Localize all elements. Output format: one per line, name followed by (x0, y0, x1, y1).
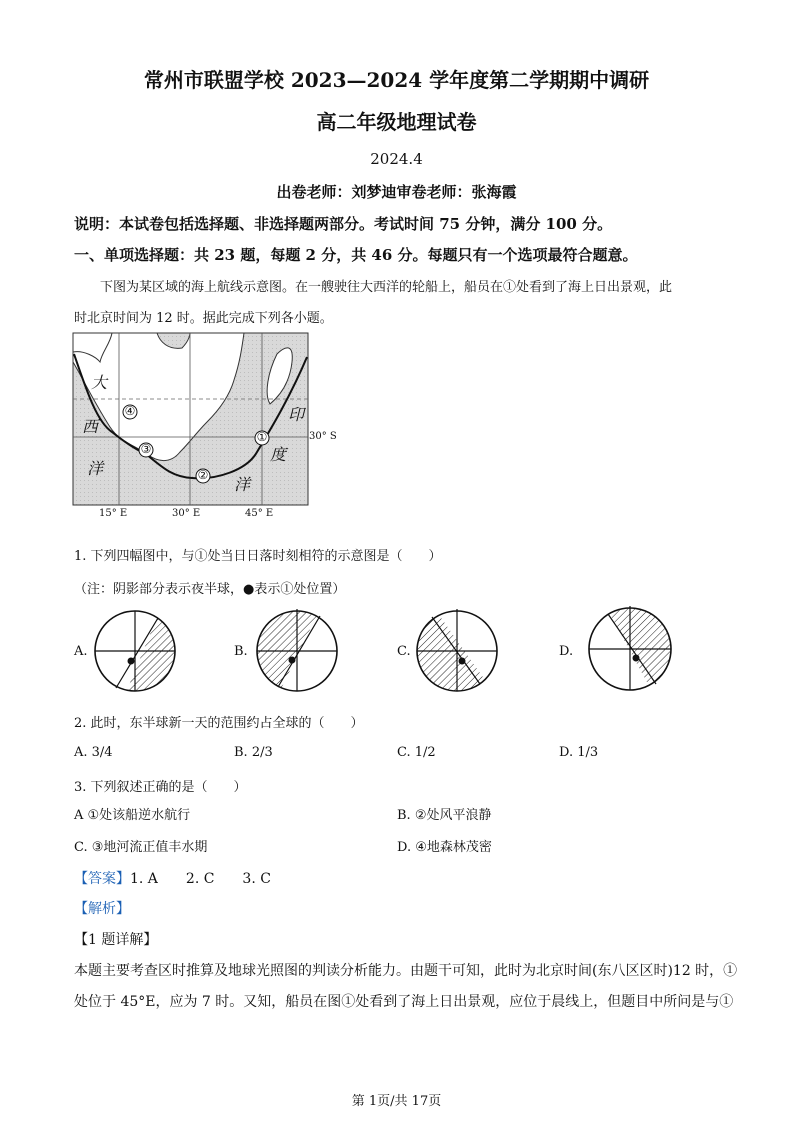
diagram-a (95, 610, 180, 695)
intro-text-cont: 时北京时间为 12 时。据此完成下列各小题。 (74, 311, 333, 326)
q3-stem: 3. 下列叙述正确的是（ ） (74, 780, 247, 795)
q3-option-a: A ①处该船逆水航行 (74, 808, 191, 823)
lon-label-15: 15° E (99, 508, 128, 519)
q3-option-d: D. ④地森林茂密 (397, 840, 492, 855)
exam-title-line1: 常州市联盟学校 2023—2024 学年度第二学期期中调研 (143, 68, 650, 92)
answer-text: 1. A 2. C 3. C (130, 871, 271, 887)
intro-text: 下图为某区域的海上航线示意图。在一艘驶往大西洋的轮船上，船员在①处看到了海上日出景观，此 (100, 280, 673, 295)
page-footer: 第 1页/共 17页 (351, 1094, 442, 1109)
q1-option-d-label: D. (559, 644, 574, 659)
answer-block (74, 868, 271, 888)
point-2-label: ② (197, 468, 209, 482)
q1-option-a-label: A. (74, 644, 88, 659)
diagram-c (417, 605, 497, 697)
lat-label: 30° S (309, 431, 337, 442)
detail-text-2: 处位于 45°E，应为 7 时。又知，船员在图①处看到了海上日出景观，应位于晨线上，但题目中所问是与① (74, 994, 734, 1010)
section-title: 一、单项选择题：共 23 题，每题 2 分，共 46 分。每题只有一个选项最符合题意。 (74, 246, 638, 264)
q1-option-b-label: B. (234, 644, 248, 659)
indian-label-1: 印 (288, 405, 305, 424)
q2-option-b: B. 2/3 (234, 745, 273, 760)
indian-label-2: 度 (270, 445, 287, 464)
detail-label: 【1 题详解】 (74, 932, 158, 948)
q3-option-b: B. ②处风平浪静 (397, 808, 492, 823)
lon-label-30: 30° E (172, 508, 201, 519)
point-1-label: ① (256, 430, 268, 444)
q3-option-c: C. ③地河流正值丰水期 (74, 840, 208, 855)
exam-teachers: 出卷老师：刘梦迪审卷老师：张海霞 (276, 183, 517, 201)
analysis-label: 【解析】 (74, 901, 130, 917)
point-4-label: ④ (124, 404, 136, 418)
indian-label-3: 洋 (234, 475, 251, 494)
point-3-label: ③ (140, 442, 152, 456)
q2-option-d: D. 1/3 (559, 745, 599, 760)
q1-note: （注：阴影部分表示夜半球，●表示①处位置） (74, 582, 346, 597)
atlantic-label-2: 西 (82, 417, 99, 436)
route-map (72, 332, 342, 522)
atlantic-label-3: 洋 (87, 459, 104, 478)
instructions: 说明：本试卷包括选择题、非选择题两部分。考试时间 75 分钟，满分 100 分。 (74, 215, 613, 233)
atlantic-label-1: 大 (91, 373, 108, 392)
answer-label: 【答案】 (74, 871, 130, 887)
detail-text-1: 本题主要考查区时推算及地球光照图的判读分析能力。由题干可知，此时为北京时间(东八区区时)12 时，① (74, 963, 738, 979)
exam-title-line2: 高二年级地理试卷 (316, 110, 477, 134)
q2-option-a: A. 3/4 (74, 745, 113, 760)
q1-option-c-label: C. (397, 644, 411, 659)
diagram-b (257, 605, 337, 697)
q2-option-c: C. 1/2 (397, 745, 436, 760)
diagram-d (589, 605, 671, 697)
exam-date: 2024.4 (370, 150, 423, 168)
q1-options-diagrams (0, 600, 793, 700)
lon-label-45: 45° E (245, 508, 274, 519)
q1-stem: 1. 下列四幅图中，与①处当日日落时刻相符的示意图是（ ） (74, 549, 442, 564)
q2-stem: 2. 此时，东半球新一天的范围约占全球的（ ） (74, 716, 364, 731)
